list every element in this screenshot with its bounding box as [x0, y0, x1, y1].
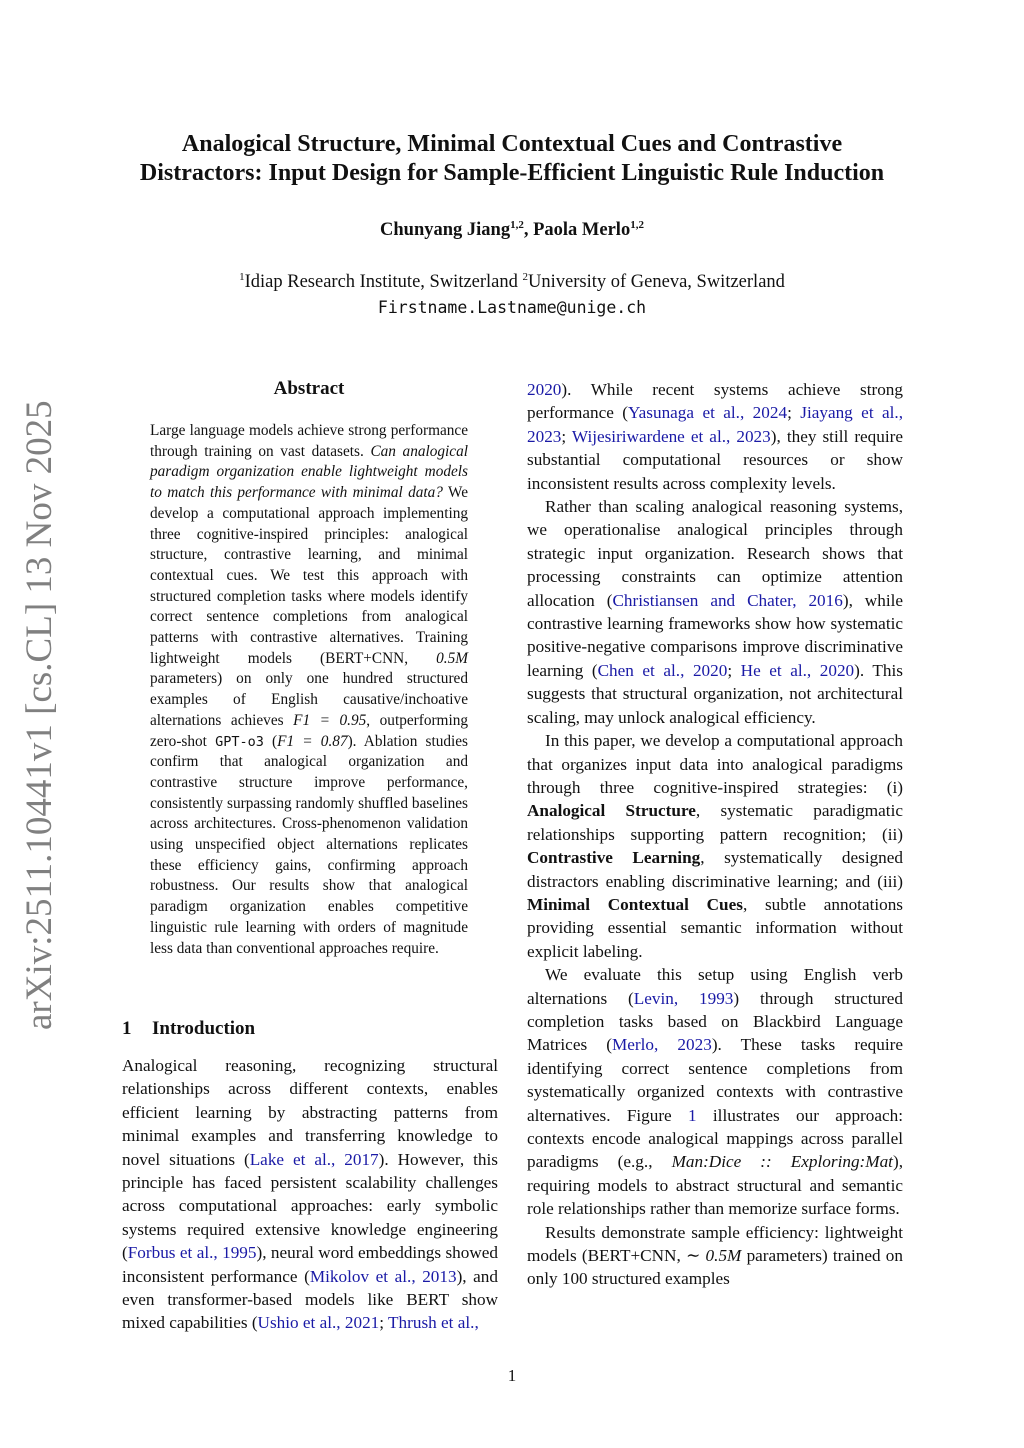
citation-link[interactable]: Christiansen and Chater, 2016	[612, 590, 843, 610]
citation-link[interactable]: Merlo, 2023	[612, 1035, 712, 1055]
citation-link[interactable]: Thrush et al.,	[388, 1313, 479, 1333]
body-text: ;	[787, 403, 801, 423]
paragraph-results	[527, 1221, 903, 1291]
citation-link[interactable]: Forbus et al., 1995	[127, 1243, 257, 1263]
section-title: Introduction	[152, 1018, 256, 1039]
model-code-name: GPT-o3	[215, 733, 264, 750]
affil-2-marker: 2	[522, 271, 529, 283]
citation-link[interactable]: 2020	[527, 380, 562, 399]
citation-link[interactable]: Lake et al., 2017	[249, 1149, 379, 1169]
citation-link[interactable]: Yasunaga et al., 2024	[627, 403, 788, 423]
math-f1-score: F1 = 0.95	[293, 711, 367, 729]
page-number: 1	[507, 1366, 517, 1385]
body-text: parameters) trained on only 100 structured examples	[527, 1246, 903, 1289]
body-text: ). These tasks require identifying correct sentence completions from systematically organized contexts with contrastive alternatives. Figure	[527, 1035, 903, 1125]
math-param-count: ∼ 0.5M	[685, 1246, 742, 1266]
body-text: ) through structured completion tasks based on Blackbird Language Matrices (	[527, 988, 904, 1055]
body-text: ;	[379, 1313, 389, 1333]
body-text: ). However, this principle has faced persistent scalability challenges across computational approaches: early symbolic systems required extensive knowledge engineering (	[122, 1149, 498, 1263]
body-text: , systematically designed distractors enabling discriminative learning; and (iii)	[527, 848, 903, 891]
body-text: ). This suggests that structural organization, not architectural scaling, may unlock analogical efficiency.	[527, 660, 903, 727]
introduction-paragraph	[122, 1054, 498, 1335]
paragraph-scaling	[527, 495, 903, 729]
author-email: Firstname.Lastname@unige.ch	[377, 298, 647, 317]
affiliations	[0, 269, 1024, 321]
abstract-heading: Abstract	[273, 378, 345, 399]
body-text: ;	[561, 426, 572, 446]
affil-1-institution: Idiap Research Institute, Switzerland	[244, 272, 523, 292]
math-f1-score: F1 = 0.87	[277, 732, 348, 750]
citation-link[interactable]: Mikolov et al., 2013	[309, 1266, 457, 1286]
right-column	[527, 378, 903, 1291]
paragraph-approach	[527, 729, 903, 963]
bold-term: Contrastive Learning	[527, 848, 701, 868]
title-line-1: Analogical Structure, Minimal Contextual Cues and Contrastive	[181, 131, 843, 157]
citation-link[interactable]: Jiayang et al., 2023	[527, 403, 904, 446]
bold-term: Minimal Contextual Cues	[527, 894, 743, 914]
abstract-question: Can analogical paradigm organization enable lightweight models to match this performance with minimal data?	[150, 442, 468, 502]
citation-link[interactable]: Chen et al., 2020	[597, 660, 728, 680]
affil-2-institution: University of Geneva, Switzerland	[528, 272, 785, 292]
author-2-affil: 1,2	[630, 219, 644, 231]
author-1-name: Chunyang Jiang	[380, 220, 511, 240]
citation-link[interactable]: Levin, 1993	[633, 988, 734, 1008]
citation-link[interactable]: Ushio et al., 2021	[257, 1313, 380, 1333]
arxiv-identifier: arXiv:2511.10441v1 [cs.CL] 13 Nov 2025	[19, 400, 60, 1030]
body-text: Results demonstrate sample efficiency: lightweight models (BERT+CNN,	[527, 1222, 903, 1266]
body-text: ), neural word embeddings showed inconsistent performance (	[122, 1243, 498, 1286]
body-text: In this paper, we develop a computational approach that organizes input data into analogical paradigms through three cognitive-inspired strategies: (i)	[527, 731, 903, 797]
body-text: ;	[727, 660, 741, 680]
paper-title	[0, 130, 1024, 188]
body-text: ), requiring models to abstract structural and semantic role relationships rather than memorize surface forms.	[527, 1152, 903, 1219]
body-text: ), while contrastive learning frameworks show how systematic positive-negative comparisons improve discriminative learning (	[527, 590, 903, 680]
math-param-count: 0.5M	[436, 649, 468, 667]
author-separator: ,	[523, 220, 534, 240]
author-1-affil: 1,2	[510, 219, 524, 231]
body-text: We evaluate this setup using English verb alternations (	[527, 965, 903, 1008]
body-text: illustrates our approach: contexts encode analogical mappings across parallel paradigms (e.g.,	[527, 1105, 904, 1172]
analogy-example: Man:Dice :: Exploring:Mat	[671, 1152, 893, 1172]
affil-1-marker: 1	[239, 271, 245, 283]
section-heading-introduction	[122, 1018, 255, 1040]
body-text: Analogical reasoning, recognizing structural relationships across different contexts, enables efficient learning by abstracting patterns from minimal examples and transferring knowledge to novel situations (	[122, 1056, 498, 1169]
abstract-body	[150, 421, 468, 959]
body-text: ). While recent systems achieve strong performance (	[527, 380, 903, 423]
abstract-text: We develop a computational approach implementing three cognitive-inspired principles: analogical structure, contrastive learning, and minimal contextual cues. We test this approach with structured completion tasks where models identify correct sentence completions from analogical patterns with contrastive alternatives. Training lightweight models (BERT+CNN,	[150, 484, 468, 667]
author-2-name: Paola Merlo	[533, 220, 631, 240]
citation-link[interactable]: Wijesiriwardene et al., 2023	[571, 426, 771, 446]
abstract-text: ). Ablation studies confirm that analogical organization and contrastive structure improve performance, consistently surpassing randomly shuffled baselines across architectures. Cross-phenomenon validation using unspecified object alternations replicates these efficiency gains, confirming approach robustness. Our results show that analogical paradigm organization enables competitive linguistic rule learning with orders of magnitude less data than conventional approaches require.	[150, 732, 468, 957]
author-list	[0, 220, 1024, 241]
citation-link[interactable]: He et al., 2020	[740, 660, 855, 680]
body-text: ), and even transformer-based models like BERT show mixed capabilities (	[122, 1266, 498, 1333]
body-text: , subtle annotations providing essential semantic information without explicit labeling.	[527, 894, 903, 961]
paragraph-continued	[527, 378, 903, 495]
abstract-text: , outperforming zero-shot	[150, 711, 469, 750]
figure-ref-link[interactable]: 1	[688, 1105, 697, 1125]
abstract-text: Large language models achieve strong performance through training on vast datasets.	[150, 422, 468, 460]
bold-term: Analogical Structure	[527, 801, 696, 821]
paragraph-evaluation	[527, 963, 903, 1220]
body-text: ), they still require substantial computational resources or show inconsistent results across complexity levels.	[527, 426, 903, 493]
abstract-text: parameters) on only one hundred structured examples of English causative/inchoative alternations achieves	[150, 670, 468, 729]
body-text: , systematic paradigmatic relationships supporting pattern recognition; (ii)	[527, 801, 903, 844]
body-text: Rather than scaling analogical reasoning systems, we operationalise analogical principles through strategic input organization. Research shows that processing constraints can optimize attention allocation (	[527, 497, 903, 610]
abstract-text: (	[263, 732, 278, 750]
section-number: 1	[122, 1018, 132, 1039]
title-line-2: Distractors: Input Design for Sample-Efficient Linguistic Rule Induction	[139, 160, 885, 186]
